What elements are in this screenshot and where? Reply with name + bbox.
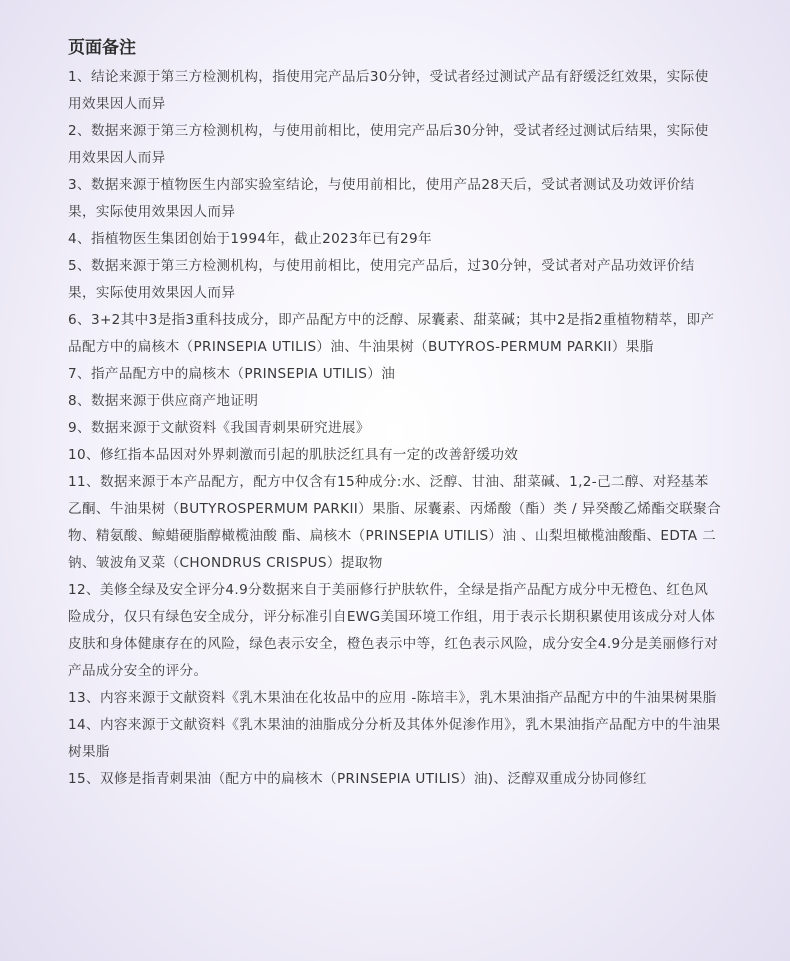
note-item-8: 8、数据来源于供应商产地证明 bbox=[68, 393, 259, 409]
notes-list bbox=[68, 64, 722, 793]
note-item-4: 4、指植物医生集团创始于1994年，截止2023年已有29年 bbox=[68, 231, 432, 247]
note-item-15: 15、双修是指青刺果油（配方中的扁核木（PRINSEPIA UTILIS）油)、泛醇双重成分协同修红 bbox=[68, 771, 647, 787]
note-item-3: 3、数据来源于植物医生内部实验室结论，与使用前相比，使用产品28天后，受试者测试及功效评价结果，实际使用效果因人而异 bbox=[68, 177, 695, 220]
note-item-14: 14、内容来源于文献资料《乳木果油的油脂成分分析及其体外促渗作用》，乳木果油指产品配方中的牛油果树果脂 bbox=[68, 717, 721, 760]
note-item-6: 6、3+2其中3是指3重科技成分，即产品配方中的泛醇、尿囊素、甜菜碱；其中2是指2重植物精萃，即产品配方中的扁核木（PRINSEPIA UTILIS）油、牛油果树（BUTYROS-PERMUM PARKII）果脂 bbox=[68, 312, 715, 355]
note-item-12: 12、美修全绿及安全评分4.9分数据来自于美丽修行护肤软件，全绿是指产品配方成分中无橙色、红色风险成分，仅只有绿色安全成分，评分标准引自EWG美国环境工作组，用于表示长期积累使用该成分对人体皮肤和身体健康存在的风险，绿色表示安全，橙色表示中等，红色表示风险，成分安全4.9分是美丽修行对产品成分安全的评分。 bbox=[68, 582, 719, 679]
page-title: 页面备注 bbox=[68, 38, 136, 58]
note-item-5: 5、数据来源于第三方检测机构，与使用前相比，使用完产品后，过30分钟，受试者对产品功效评价结果，实际使用效果因人而异 bbox=[68, 258, 695, 301]
note-item-10: 10、修红指本品因对外界刺激而引起的肌肤泛红具有一定的改善舒缓功效 bbox=[68, 447, 519, 463]
note-item-1: 1、结论来源于第三方检测机构，指使用完产品后30分钟，受试者经过测试产品有舒缓泛红效果，实际使用效果因人而异 bbox=[68, 69, 709, 112]
note-item-9: 9、数据来源于文献资料《我国青刺果研究进展》 bbox=[68, 420, 370, 436]
note-item-2: 2、数据来源于第三方检测机构，与使用前相比，使用完产品后30分钟，受试者经过测试后结果，实际使用效果因人而异 bbox=[68, 123, 709, 166]
note-item-13: 13、内容来源于文献资料《乳木果油在化妆品中的应用 -陈培丰》，乳木果油指产品配方中的牛油果树果脂 bbox=[68, 690, 717, 706]
note-item-7: 7、指产品配方中的扁核木（PRINSEPIA UTILIS）油 bbox=[68, 366, 396, 382]
note-item-11: 11、数据来源于本产品配方，配方中仅含有15种成分:水、泛醇、甘油、甜菜碱、1,2-己二醇、对羟基苯乙酮、牛油果树（BUTYROSPERMUM PARKII）果脂、尿囊素、丙烯酸（酯）类 / 异癸酸乙烯酯交联聚合物、精氨酸、鲸蜡硬脂醇橄榄油酸 酯、扁核木（PRINSEPIA UTILIS）油 、山梨坦橄榄油酸酯、EDTA 二钠、皱波角叉菜（CHONDRUS CRISPUS）提取物 bbox=[68, 474, 722, 571]
